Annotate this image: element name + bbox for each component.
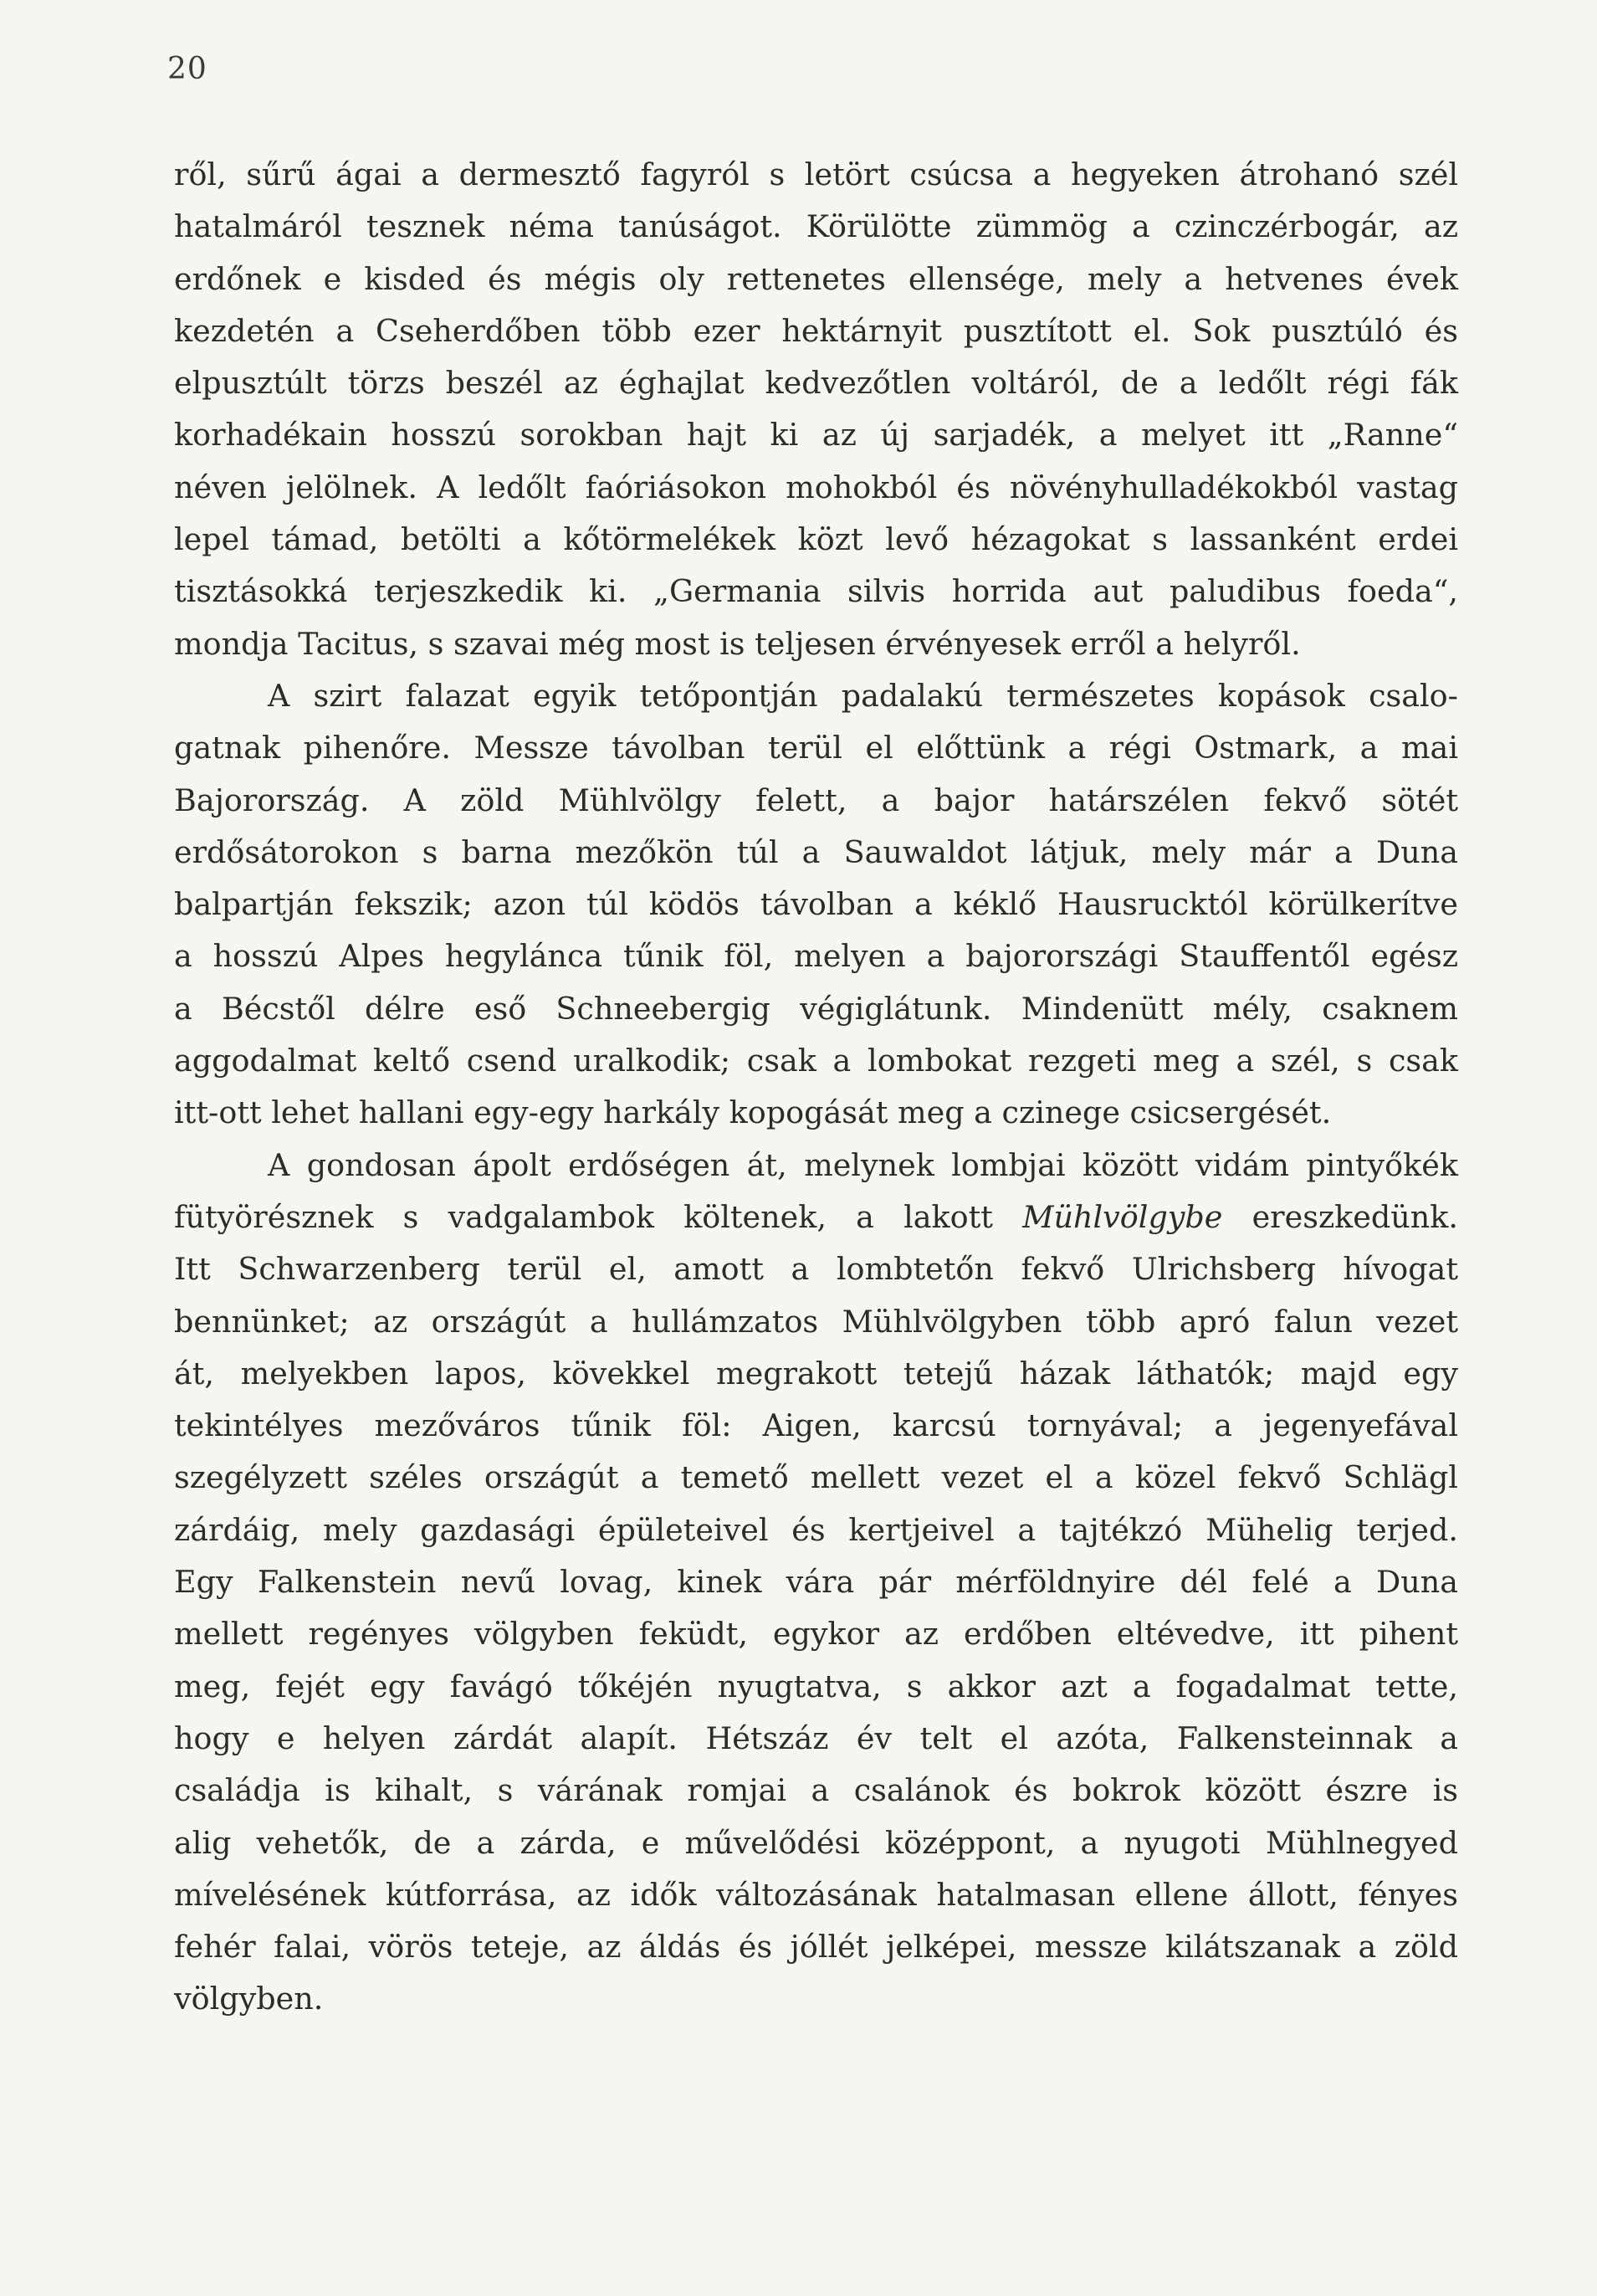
text-line: balpartján fekszik; azon túl ködös távolban a kéklő Hausrucktól körülkerítve [174,886,1458,923]
text-line: itt-ott lehet hallani egy-egy harkály kopogását meg a czinege csicsergését. [174,1094,1332,1131]
text-line: elpusztúlt törzs beszél az éghajlat kedvezőtlen voltáról, de a ledőlt régi fák [174,365,1458,402]
paragraph-2 [174,670,1458,1140]
emphasized-place-name: Mühlvölgybe [1022,1198,1223,1235]
text-line: völgyben. [174,1981,324,2017]
text-line: lepel támad, betölti a kőtörmelékek közt levő hézagokat s lassanként erdei [174,521,1458,558]
text-line: alig vehetők, de a zárda, e művelődési középpont, a nyugoti Mühlnegyed [174,1824,1458,1861]
text-line: Itt Schwarzenberg terül el, amott a lombtetőn fekvő Ulrichsberg hívogat [174,1251,1458,1288]
text-line: mondja Tacitus, s szavai még most is teljesen érvényesek erről a helyről. [174,625,1301,662]
text-line: családja is kihalt, s várának romjai a csalánok és bokrok között észre is [174,1772,1458,1809]
text-line: A gondosan ápolt erdőségen át, melynek lombjai között vidám pintyőkék [268,1146,1458,1183]
text-line: kezdetén a Cseherdőben több ezer hektárnyit pusztított el. Sok pusztúló és [174,312,1458,349]
text-line: a hosszú Alpes hegylánca tűnik föl, melyen a bajorországi Stauffentől egész [174,938,1458,975]
text-line: át, melyekben lapos, kövekkel megrakott tetejű házak láthatók; majd egy [174,1355,1458,1391]
text-line: mívelésének kútforrása, az idők változásának hatalmasan ellene állott, fényes [174,1876,1458,1913]
text-line: hatalmáról tesznek néma tanúságot. Körülötte zümmög a czinczérbogár, az [174,208,1458,245]
text-line: Egy Falkenstein nevű lovag, kinek vára pár mérföldnyire dél felé a Duna [174,1564,1458,1601]
text-line: korhadékain hosszú sorokban hajt ki az új sarjadék, a melyet itt „Ranne“ [174,417,1458,454]
paragraph-1 [174,149,1458,670]
text-line: meg, fejét egy favágó tőkéjén nyugtatva, s akkor azt a fogadalmat tette, [174,1668,1458,1704]
text-line: mellett regényes völgyben feküdt, egykor az erdőben eltévedve, itt pihent [174,1616,1458,1653]
text-line: A szirt falazat egyik tetőpontján padalakú természetes kopások csalo- [268,677,1458,714]
text-line: néven jelölnek. A ledőlt faóriásokon mohokból és növényhulladékokból vastag [174,469,1458,505]
text-line: tekintélyes mezőváros tűnik föl: Aigen, karcsú tornyával; a jegenyefával [174,1407,1458,1444]
text-line: aggodalmat keltő csend uralkodik; csak a lombokat rezgeti meg a szél, s csak [174,1043,1458,1079]
text-line: gatnak pihenőre. Messze távolban terül el előttünk a régi Ostmark, a mai [174,730,1458,766]
text-line: a Bécstől délre eső Schneebergig végiglátunk. Mindenütt mély, csaknem [174,990,1458,1027]
paragraph-3 [174,1140,1458,2026]
text-line: fehér falai, vörös teteje, az áldás és jóllét jelképei, messze kilátszanak a zöld [174,1929,1458,1965]
text-line: erdőnek e kisded és mégis oly rettenetes ellensége, mely a hetvenes évek [174,260,1458,297]
text-line: szegélyzett széles országút a temető mellett vezet el a közel fekvő Schlägl [174,1459,1458,1496]
page-number: 20 [167,52,207,86]
text-line: erdősátorokon s barna mezőkön túl a Sauwaldot látjuk, mely már a Duna [174,833,1458,870]
text-fragment: ereszkedünk. [1222,1198,1458,1235]
text-line: bennünket; az országút a hullámzatos Mühlvölgyben több apró falun vezet [174,1303,1458,1340]
text-line: zárdáig, mely gazdasági épületeivel és kertjeivel a tajtékzó Mühelig terjed. [174,1511,1458,1548]
text-line: tisztásokká terjeszkedik ki. „Germania silvis horrida aut paludibus foeda“, [174,573,1458,610]
text-line: ről, sűrű ágai a dermesztő fagyról s letört csúcsa a hegyeken átrohanó szél [174,156,1458,192]
text-line [174,1192,1458,1243]
text-fragment: fütyörésznek s vadgalambok költenek, a lakott [174,1198,1023,1235]
body-text [174,149,1458,2026]
text-line: hogy e helyen zárdát alapít. Hétszáz év telt el azóta, Falkensteinnak a [174,1719,1458,1756]
text-line: Bajorország. A zöld Mühlvölgy felett, a bajor határszélen fekvő sötét [174,782,1458,818]
